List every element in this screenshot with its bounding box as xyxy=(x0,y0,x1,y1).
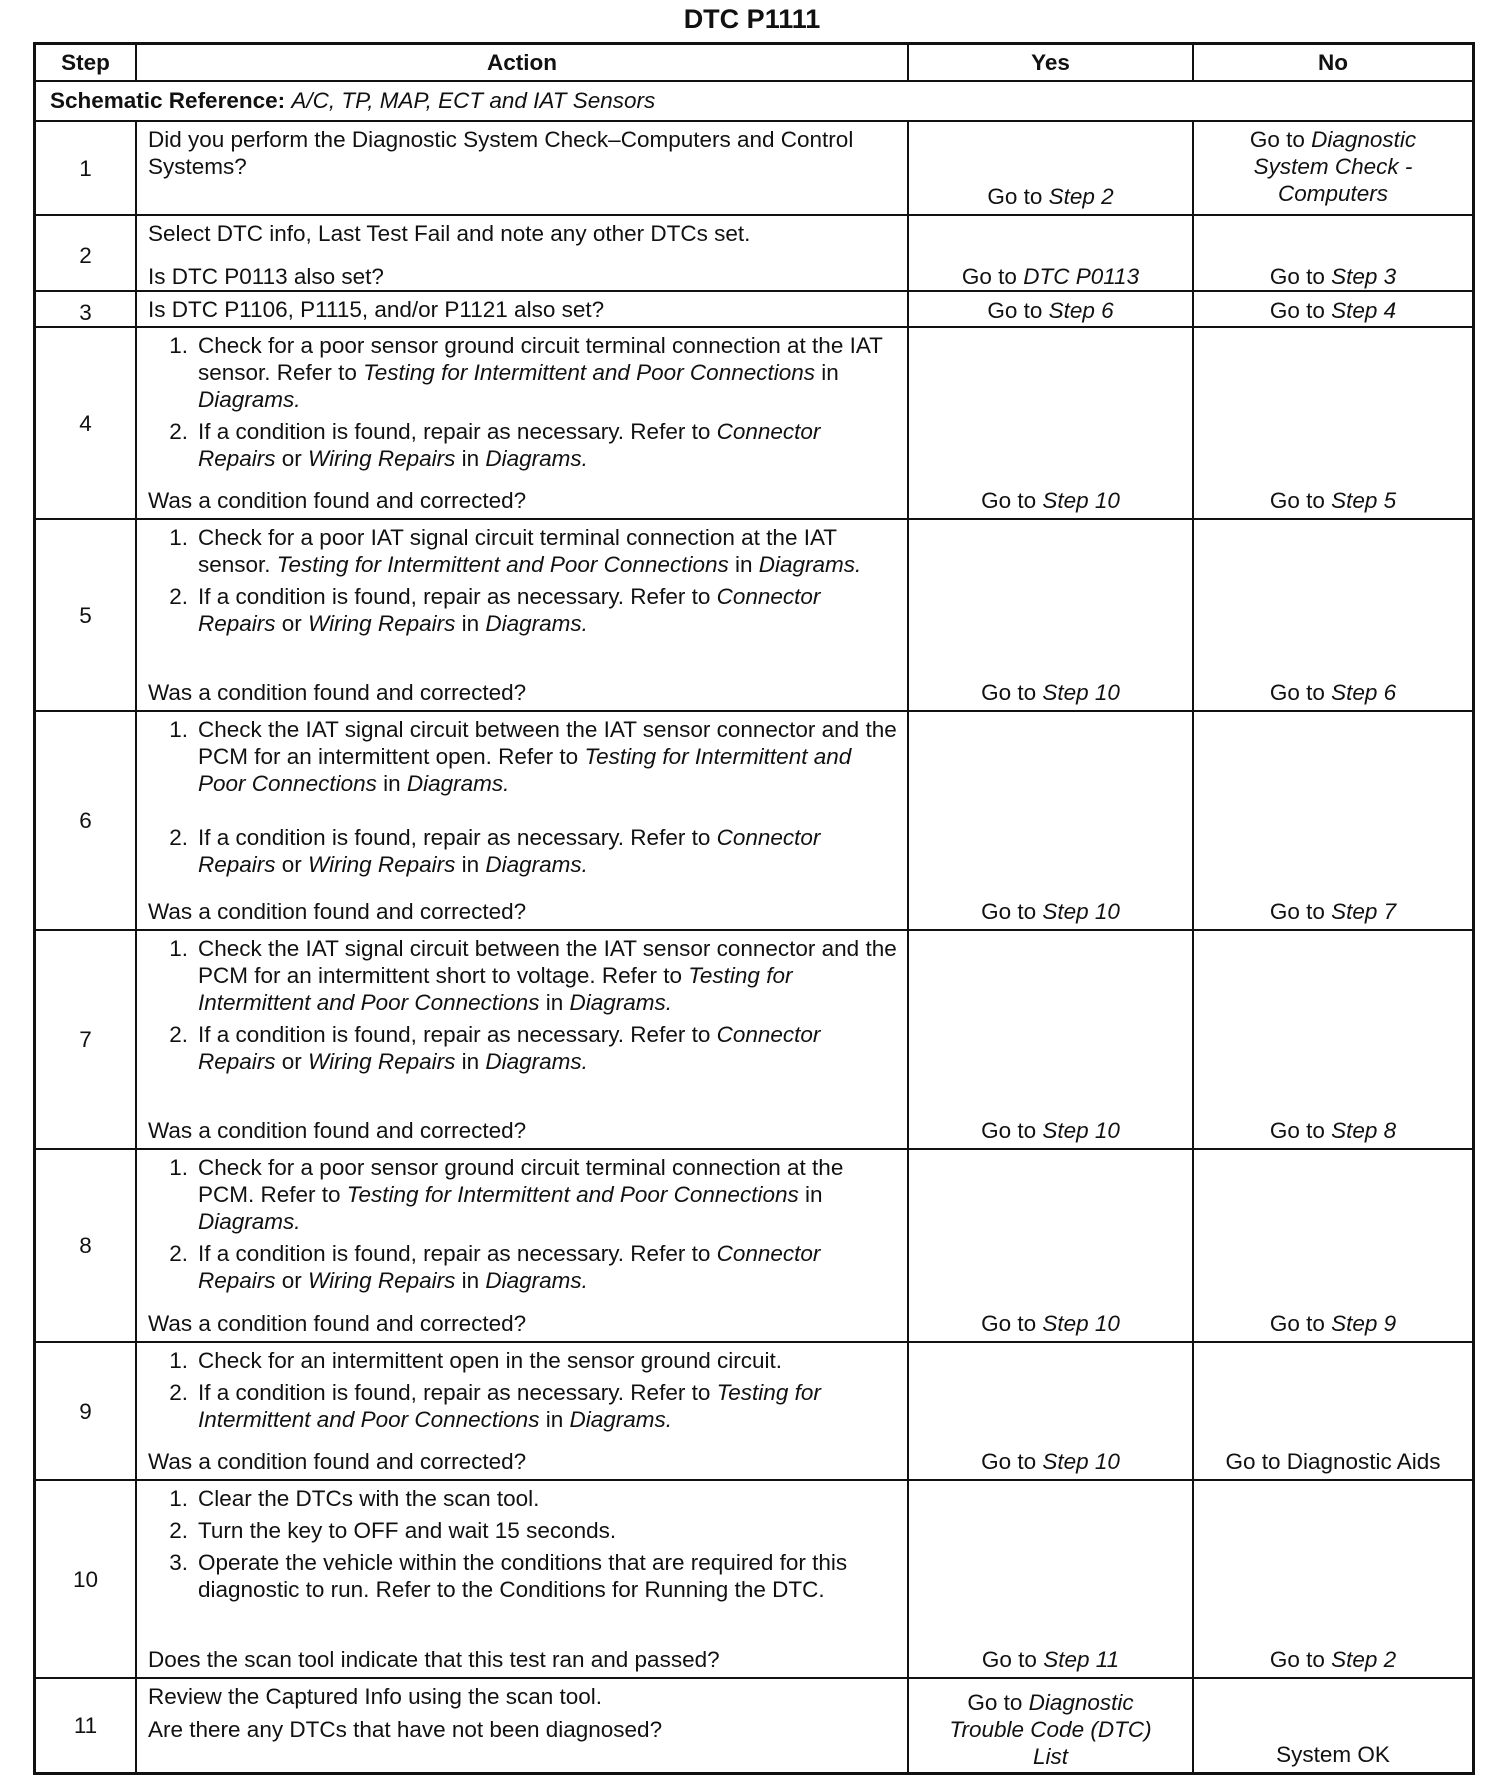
text-segment: Diagrams. xyxy=(485,446,588,471)
item-number: 1. xyxy=(169,1155,188,1180)
schematic-reference xyxy=(36,82,1472,122)
step-number: 8 xyxy=(36,1150,137,1341)
action-item xyxy=(148,1021,899,1075)
table-row xyxy=(36,216,1472,292)
item-text xyxy=(198,583,899,637)
text-segment: Was a condition found and corrected? xyxy=(148,899,527,924)
text-segment: Is DTC P0113 also set? xyxy=(148,264,384,289)
step-number: 4 xyxy=(36,328,137,518)
text-segment: Step 4 xyxy=(1331,298,1397,323)
text-segment: in xyxy=(455,1049,486,1074)
text-segment: Check for a poor sensor ground circuit terminal connection at the PCM. Refer to xyxy=(198,1155,844,1207)
text-segment: Step 2 xyxy=(1331,1647,1397,1672)
action-item xyxy=(148,1517,899,1544)
step-number: 3 xyxy=(36,292,137,333)
text-segment: Wiring Repairs xyxy=(308,446,456,471)
text-segment: Go to xyxy=(1269,1647,1332,1672)
action-item xyxy=(148,1549,899,1603)
text-segment: Testing for Intermittent and Poor Connections xyxy=(363,360,816,385)
text-segment: Go to xyxy=(1269,298,1332,323)
text-segment: or xyxy=(275,611,309,636)
text-segment: Check for a poor IAT signal circuit terminal connection at the IAT sensor. xyxy=(198,525,837,577)
text-segment: Check for a poor sensor ground circuit terminal connection at the IAT sensor. Refer to xyxy=(198,333,883,385)
no-result xyxy=(1194,1343,1472,1479)
item-text xyxy=(198,524,899,578)
action-question xyxy=(148,263,899,290)
header-action: Action xyxy=(137,45,909,80)
action-item xyxy=(148,1347,899,1374)
action-cell xyxy=(137,1679,909,1772)
text-segment: Go to xyxy=(981,1311,1043,1336)
no-result xyxy=(1194,122,1472,214)
text-segment: Testing for Intermittent and Poor Connections xyxy=(276,552,729,577)
text-segment: or xyxy=(275,446,309,471)
text-segment: Check for an intermittent open in the sensor ground circuit. xyxy=(198,1348,783,1373)
item-number: 3. xyxy=(169,1550,188,1575)
text-segment: Step 3 xyxy=(1331,264,1397,289)
text-segment: Step 10 xyxy=(1042,488,1120,513)
schematic-label: Schematic Reference: xyxy=(50,88,286,113)
action-cell xyxy=(137,1481,909,1677)
no-result xyxy=(1194,1481,1472,1677)
action-item xyxy=(148,935,899,1016)
no-result xyxy=(1194,520,1472,710)
yes-result xyxy=(909,122,1194,214)
text-segment: Wiring Repairs xyxy=(308,852,456,877)
table-row xyxy=(36,1481,1472,1679)
action-item xyxy=(148,1240,899,1294)
yes-result xyxy=(909,1343,1194,1479)
item-number: 2. xyxy=(169,1022,188,1047)
text-segment: Testing for Intermittent and Poor Connections xyxy=(198,744,852,796)
action-text xyxy=(148,1683,899,1710)
text-segment: Select DTC info, Last Test Fail and note any other DTCs set. xyxy=(148,221,751,246)
action-cell xyxy=(137,292,909,333)
text-segment: Go to xyxy=(987,298,1049,323)
item-number: 2. xyxy=(169,1241,188,1266)
item-text xyxy=(198,1240,899,1294)
text-segment: Testing for Intermittent and Poor Connections xyxy=(346,1182,799,1207)
step-number: 6 xyxy=(36,712,137,929)
text-segment: Does the scan tool indicate that this test ran and passed? xyxy=(148,1647,720,1672)
text-segment: Go to xyxy=(981,899,1043,924)
text-segment: in xyxy=(455,446,486,471)
action-question xyxy=(148,1646,899,1673)
text-segment: Diagnostic Trouble Code (DTC) List xyxy=(949,1690,1152,1769)
action-cell xyxy=(137,1343,909,1479)
item-text xyxy=(198,1517,616,1544)
item-text xyxy=(198,716,899,797)
text-segment: Diagrams. xyxy=(198,1209,301,1234)
text-segment: in xyxy=(455,1268,486,1293)
action-item xyxy=(148,1379,899,1433)
text-segment: DTC P0113 xyxy=(1023,264,1140,289)
text-segment: Connector Repairs xyxy=(198,1022,821,1074)
text-segment: in xyxy=(455,852,486,877)
text-segment: Go to xyxy=(1269,264,1332,289)
step-number: 9 xyxy=(36,1343,137,1479)
action-item xyxy=(148,824,899,878)
text-segment: Was a condition found and corrected? xyxy=(148,680,527,705)
item-text xyxy=(198,1347,782,1374)
text-segment: Connector Repairs xyxy=(198,1241,821,1293)
table-row xyxy=(36,712,1472,931)
action-cell xyxy=(137,1150,909,1341)
text-segment: Wiring Repairs xyxy=(308,611,456,636)
text-segment: Did you perform the Diagnostic System Check–Computers and Control Systems? xyxy=(148,127,854,179)
action-cell xyxy=(137,520,909,710)
text-segment: Go to xyxy=(1269,899,1332,924)
text-segment: Diagrams. xyxy=(485,611,588,636)
text-segment: Diagrams. xyxy=(569,1407,672,1432)
table-row xyxy=(36,520,1472,712)
text-segment: Turn the key to OFF and wait 15 seconds. xyxy=(198,1518,617,1543)
diagnostic-table xyxy=(33,42,1475,1775)
action-cell xyxy=(137,122,909,214)
step-number: 5 xyxy=(36,520,137,710)
text-segment: Step 9 xyxy=(1331,1311,1397,1336)
text-segment: Step 8 xyxy=(1331,1118,1397,1143)
table-header xyxy=(36,45,1472,82)
item-text xyxy=(198,935,899,1016)
text-segment: in xyxy=(376,771,407,796)
yes-result xyxy=(909,292,1194,333)
text-segment: Operate the vehicle within the conditions that are required for this diagnostic to run. Refer to the Conditions for Running the DTC. xyxy=(198,1550,848,1602)
item-number: 1. xyxy=(169,1486,188,1511)
action-item xyxy=(148,1485,899,1512)
table-row xyxy=(36,1679,1472,1772)
item-text xyxy=(198,1021,899,1075)
text-segment: Clear the DTCs with the scan tool. xyxy=(198,1486,540,1511)
action-question xyxy=(148,1448,899,1475)
item-number: 1. xyxy=(169,1348,188,1373)
text-segment: Diagrams. xyxy=(758,552,862,577)
text-segment: Was a condition found and corrected? xyxy=(148,1311,527,1336)
item-text xyxy=(198,1485,539,1512)
item-number: 1. xyxy=(169,936,188,961)
action-question xyxy=(148,1310,899,1337)
item-text xyxy=(198,1549,899,1603)
text-segment: Step 10 xyxy=(1042,1449,1120,1474)
action-cell xyxy=(137,931,909,1148)
text-segment: If a condition is found, repair as necessary. Refer to xyxy=(198,1380,717,1405)
text-segment: Wiring Repairs xyxy=(308,1268,456,1293)
item-number: 2. xyxy=(169,1380,188,1405)
text-segment: in xyxy=(798,1182,823,1207)
item-text xyxy=(198,1379,899,1433)
no-result xyxy=(1194,292,1472,333)
text-segment: Are there any DTCs that have not been diagnosed? xyxy=(148,1717,663,1742)
text-segment: Step 10 xyxy=(1042,680,1120,705)
text-segment: Go to xyxy=(1269,1311,1332,1336)
action-question xyxy=(148,898,899,925)
text-segment: Go to Diagnostic Aids xyxy=(1225,1449,1441,1474)
yes-result xyxy=(909,712,1194,929)
step-number: 1 xyxy=(36,122,137,214)
table-row xyxy=(36,328,1472,520)
step-number: 7 xyxy=(36,931,137,1148)
text-segment: Go to xyxy=(961,264,1024,289)
action-question xyxy=(148,487,899,514)
no-result xyxy=(1194,1679,1472,1772)
text-segment: Diagrams. xyxy=(569,990,672,1015)
header-no: No xyxy=(1318,50,1348,75)
text-segment: in xyxy=(728,552,759,577)
text-segment: Step 2 xyxy=(1048,184,1114,209)
text-segment: Step 10 xyxy=(1042,899,1120,924)
yes-result xyxy=(909,1150,1194,1341)
text-segment: Connector Repairs xyxy=(198,419,821,471)
text-segment: in xyxy=(455,611,486,636)
text-segment: Go to xyxy=(981,488,1043,513)
yes-result xyxy=(909,216,1194,294)
action-item xyxy=(148,1154,899,1235)
action-cell xyxy=(137,712,909,929)
text-segment: Diagrams. xyxy=(198,387,301,412)
table-row xyxy=(36,931,1472,1150)
action-text xyxy=(148,126,899,180)
action-cell xyxy=(137,328,909,518)
schematic-value: A/C, TP, MAP, ECT and IAT Sensors xyxy=(291,88,656,113)
action-question xyxy=(148,1117,899,1144)
table-row xyxy=(36,1343,1472,1481)
step-number: 11 xyxy=(36,1679,137,1772)
table-row xyxy=(36,122,1472,216)
step-number: 2 xyxy=(36,216,137,294)
page-title: DTC P1111 xyxy=(683,4,821,34)
text-segment: Was a condition found and corrected? xyxy=(148,488,527,513)
no-result xyxy=(1194,712,1472,929)
header-step: Step xyxy=(36,45,137,80)
item-number: 2. xyxy=(169,584,188,609)
table-row xyxy=(36,292,1472,328)
header-yes: Yes xyxy=(909,45,1194,80)
item-text xyxy=(198,418,899,472)
item-number: 1. xyxy=(169,717,188,742)
text-segment: in xyxy=(539,1407,570,1432)
item-number: 2. xyxy=(169,825,188,850)
text-segment: If a condition is found, repair as necessary. Refer to xyxy=(198,1022,717,1047)
text-segment: Go to xyxy=(967,1690,1029,1715)
yes-result xyxy=(909,520,1194,710)
text-segment: Is DTC P1106, P1115, and/or P1121 also set? xyxy=(148,297,605,322)
yes-result xyxy=(909,328,1194,518)
text-segment: Diagrams. xyxy=(406,771,510,796)
no-result xyxy=(1194,931,1472,1148)
no-result xyxy=(1194,328,1472,518)
text-segment: Go to xyxy=(981,680,1043,705)
item-number: 1. xyxy=(169,525,188,550)
text-segment: or xyxy=(275,1049,309,1074)
text-segment: Was a condition found and corrected? xyxy=(148,1118,527,1143)
text-segment: or xyxy=(275,852,309,877)
text-segment: Testing for Intermittent and Poor Connections xyxy=(198,963,793,1015)
table-row xyxy=(36,1150,1472,1343)
action-text xyxy=(148,220,899,247)
text-segment: Computers xyxy=(1277,181,1389,206)
text-segment: Step 11 xyxy=(1043,1647,1120,1672)
text-segment: Check the IAT signal circuit between the IAT sensor connector and the PCM for an intermittent open. Refer to xyxy=(198,717,897,769)
action-item xyxy=(148,583,899,637)
text-segment: If a condition is found, repair as necessary. Refer to xyxy=(198,419,717,444)
text-segment: If a condition is found, repair as necessary. Refer to xyxy=(198,584,717,609)
text-segment: Wiring Repairs xyxy=(308,1049,456,1074)
text-segment: or xyxy=(275,1268,309,1293)
text-segment: in xyxy=(539,990,570,1015)
text-segment: Step 6 xyxy=(1048,298,1114,323)
text-segment: Step 10 xyxy=(1042,1118,1120,1143)
action-item xyxy=(148,418,899,472)
action-item xyxy=(148,524,899,578)
item-text xyxy=(198,332,899,413)
text-segment: Diagrams. xyxy=(485,1049,588,1074)
text-segment: Go to xyxy=(981,1449,1043,1474)
yes-result xyxy=(909,1679,1194,1772)
text-segment: Step 6 xyxy=(1331,680,1397,705)
no-result xyxy=(1194,1150,1472,1341)
text-segment: Was a condition found and corrected? xyxy=(148,1449,527,1474)
text-segment: System OK xyxy=(1276,1742,1390,1767)
text-segment: If a condition is found, repair as necessary. Refer to xyxy=(198,825,717,850)
item-number: 2. xyxy=(169,419,188,444)
action-text xyxy=(148,296,899,323)
item-number: 2. xyxy=(169,1518,188,1543)
text-segment: Connector Repairs xyxy=(198,825,821,877)
item-number: 1. xyxy=(169,333,188,358)
yes-result xyxy=(909,1481,1194,1677)
text-segment: Step 10 xyxy=(1042,1311,1120,1336)
item-text xyxy=(198,824,899,878)
item-text xyxy=(198,1154,899,1235)
action-text xyxy=(148,1716,899,1743)
text-segment: Step 5 xyxy=(1331,488,1397,513)
text-segment: If a condition is found, repair as necessary. Refer to xyxy=(198,1241,717,1266)
action-question xyxy=(148,679,899,706)
text-segment: Go to xyxy=(981,1647,1044,1672)
text-segment: Go to xyxy=(1269,1118,1332,1143)
action-item xyxy=(148,332,899,413)
action-cell xyxy=(137,216,909,294)
text-segment: Go to xyxy=(1269,488,1332,513)
text-segment: Go to xyxy=(981,1118,1043,1143)
text-segment: Check the IAT signal circuit between the IAT sensor connector and the PCM for an intermittent short to voltage. Refer to xyxy=(198,936,897,988)
text-segment: Go to xyxy=(1249,127,1312,152)
text-segment: Diagnostic System Check - xyxy=(1253,127,1417,179)
action-item xyxy=(148,716,899,797)
text-segment: Go to xyxy=(987,184,1049,209)
text-segment: in xyxy=(815,360,839,385)
step-number: 10 xyxy=(36,1481,137,1677)
yes-result xyxy=(909,931,1194,1148)
no-result xyxy=(1194,216,1472,294)
text-segment: Step 7 xyxy=(1331,899,1397,924)
text-segment: Review the Captured Info using the scan tool. xyxy=(148,1684,603,1709)
text-segment: Go to xyxy=(1269,680,1332,705)
text-segment: Connector Repairs xyxy=(198,584,821,636)
text-segment: Diagrams. xyxy=(485,1268,588,1293)
text-segment: Diagrams. xyxy=(485,852,588,877)
text-segment: Testing for Intermittent and Poor Connections xyxy=(198,1380,821,1432)
